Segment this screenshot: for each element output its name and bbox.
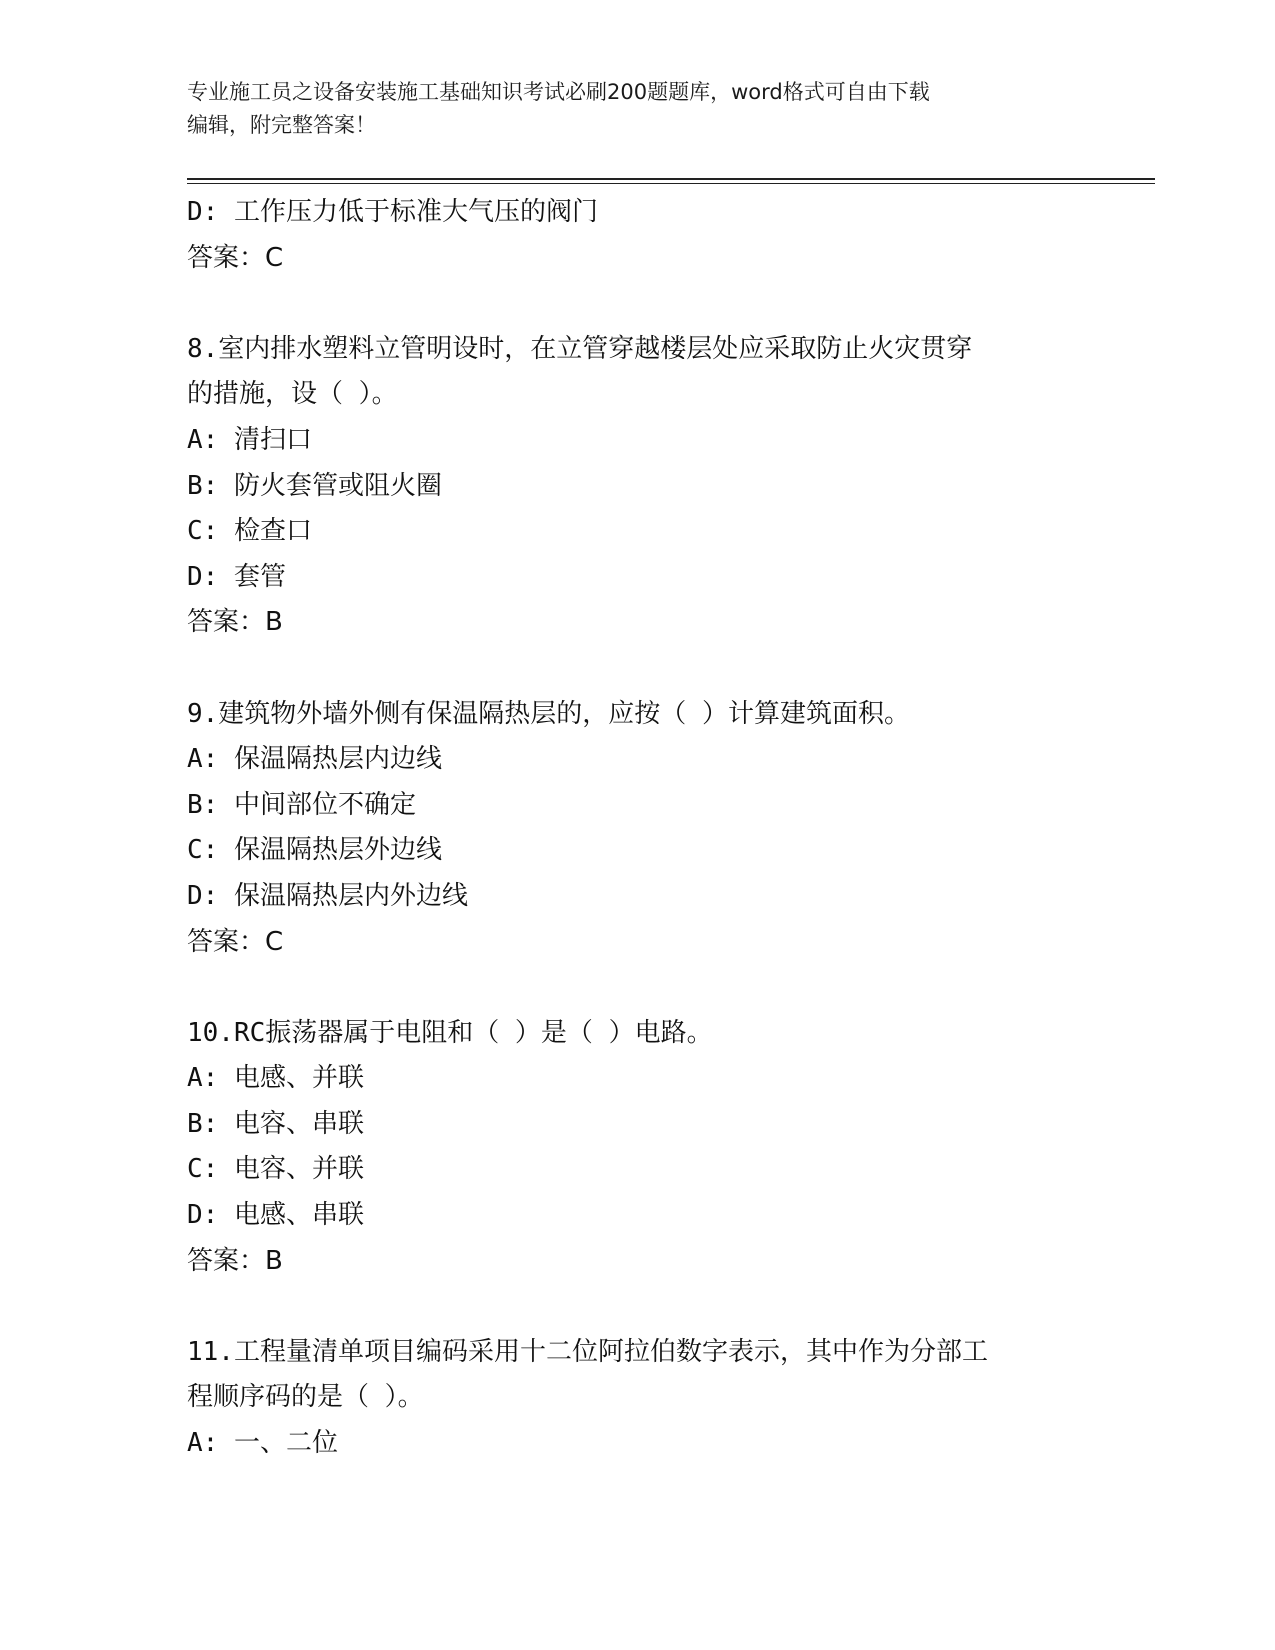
spacer — [187, 646, 1087, 692]
option-a: A: 一、二位 — [187, 1428, 338, 1459]
option-a: A: 保温隔热层内边线 — [187, 744, 442, 775]
option-c: C: 保温隔热层外边线 — [187, 835, 442, 866]
question-9 — [187, 692, 1087, 966]
header-divider-thin — [187, 183, 1155, 184]
option-a: A: 清扫口 — [187, 424, 312, 455]
option-d: D: 电感、串联 — [187, 1200, 364, 1231]
question-11 — [187, 1330, 1087, 1467]
option-b: B: 中间部位不确定 — [187, 789, 416, 820]
question-stem: 程顺序码的是（ ）。 — [187, 1382, 424, 1413]
spacer — [187, 1284, 1087, 1330]
question-stem: 10.RC振荡器属于电阻和（ ）是（ ）电路。 — [187, 1017, 713, 1048]
question-8 — [187, 327, 1087, 646]
spacer — [187, 965, 1087, 1011]
question-stem: 9.建筑物外墙外侧有保温隔热层的，应按（ ）计算建筑面积。 — [187, 698, 910, 729]
option-b: B: 防火套管或阻火圈 — [187, 470, 442, 501]
header-line-2: 编辑，附完整答案！ — [187, 113, 376, 137]
option-c: C: 电容、并联 — [187, 1154, 364, 1185]
answer: 答案：C — [187, 242, 284, 273]
answer: 答案：B — [187, 1245, 283, 1276]
question-stem: 的措施，设（ ）。 — [187, 379, 398, 410]
header-divider-thick — [187, 178, 1155, 180]
option-c: C: 检查口 — [187, 516, 312, 547]
header-line-1: 专业施工员之设备安装施工基础知识考试必刷200题题库，word格式可自由下载 — [187, 80, 930, 104]
option-d: D: 套管 — [187, 561, 286, 592]
spacer — [187, 281, 1087, 327]
option-b: B: 电容、串联 — [187, 1108, 364, 1139]
question-list — [187, 190, 1087, 1467]
answer: 答案：C — [187, 926, 284, 957]
question-stem: 11.工程量清单项目编码采用十二位阿拉伯数字表示，其中作为分部工 — [187, 1336, 988, 1367]
document-header — [187, 76, 1087, 142]
option-d: D: 工作压力低于标准大气压的阀门 — [187, 197, 598, 227]
question-10 — [187, 1011, 1087, 1285]
question-stem: 8.室内排水塑料立管明设时，在立管穿越楼层处应采取防止火灾贯穿 — [187, 333, 973, 364]
option-d: D: 保温隔热层内外边线 — [187, 880, 468, 911]
option-a: A: 电感、并联 — [187, 1063, 364, 1094]
answer: 答案：B — [187, 607, 283, 638]
